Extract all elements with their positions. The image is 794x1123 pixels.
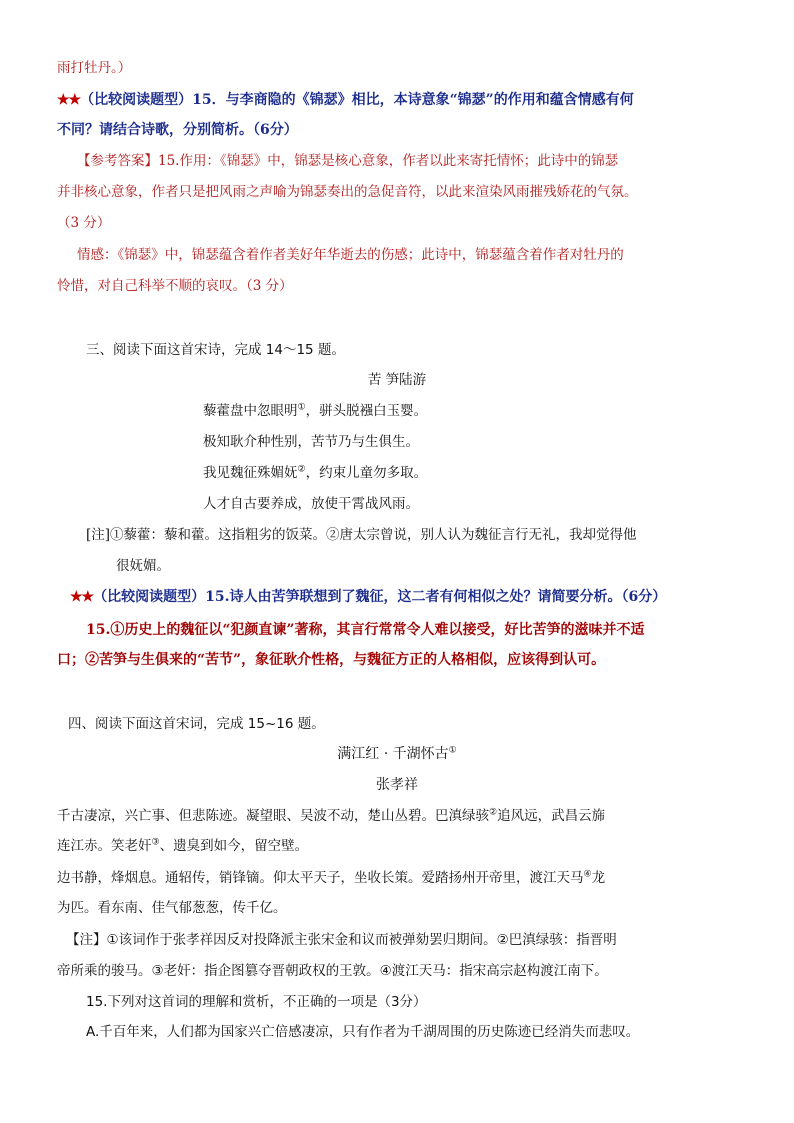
poem-note-line2: 很妩媚。 xyxy=(116,558,170,574)
footnote-mark: ② xyxy=(489,807,498,818)
ci-line1: 千古凄凉，兴亡事、但悲陈迹。凝望眼、吴波不动，楚山丛碧。巴滇绿骇②追风远，武昌云旆 xyxy=(57,807,606,824)
answer-line2: 并非核心意象，作者只是把风雨之声喻为锦瑟奏出的急促音符，以此来渲染风雨摧残娇花的气氛。 xyxy=(57,184,638,200)
question-15-line2: 不同？请结合诗歌，分别简析。（6分） xyxy=(57,122,298,138)
ci-note-line2: 帝所乘的骏马。③老奸：指企图篡夺晋朝政权的王敦。④渡江天马：指宋高宗赵构渡江南下。 xyxy=(57,963,608,979)
footnote-mark: ④ xyxy=(583,869,592,880)
answer-15b-line1: 15.①历史上的魏征以“犯颜直谏”著称，其言行常常令人难以接受，好比苦笋的滋味并不适 xyxy=(86,622,645,638)
poem-line1: 藜藿盘中忽眼明①，骈头脱襁白玉婴。 xyxy=(203,402,428,419)
poem-note-line1: [注]①藜藿：藜和藿。这指粗劣的饭菜。②唐太宗曾说，别人认为魏征言行无礼，我却觉得他 xyxy=(86,527,637,543)
option-a: A.千百年来，人们都为国家兴亡倍感凄凉，只有作者为千湖周围的历史陈迹已经消失而悲叹。 xyxy=(86,1024,640,1040)
ci-line3: 边书静，烽烟息。通轺传，销锋镝。仰太平天子，坐收长策。爱踏扬州开帝里，渡江天马④龙 xyxy=(57,869,606,886)
section-4-heading: 四、阅读下面这首宋词，完成 15~16 题。 xyxy=(68,716,325,732)
footnote-mark: ③ xyxy=(151,837,160,848)
ci-author: 张孝祥 xyxy=(376,777,418,793)
answer-line5: 怜惜，对自己科举不顺的哀叹。（3 分） xyxy=(57,278,293,294)
poem-line4: 人才自古要养成，放使干霄战风雨。 xyxy=(203,496,419,512)
ci-line4: 为匹。看东南、佳气郁葱葱，传千亿。 xyxy=(57,900,287,916)
answer-line4: 情感：《锦瑟》中，锦瑟蕴含着作者美好年华逝去的伤感；此诗中，锦瑟蕴含着作者对牡丹的 xyxy=(77,247,624,263)
ci-note-line1: 【注】①该词作于张孝祥因反对投降派主张宋金和议而被弹劾罢归期间。②巴滇绿骇：指晋明 xyxy=(66,932,617,948)
answer-line3: （3 分） xyxy=(57,215,111,231)
question-15b: ★★（比较阅读题型）15.诗人由苦笋联想到了魏征，这二者有何相似之处？请简要分析。（6分） xyxy=(70,589,667,605)
section-3-heading: 三、阅读下面这首宋诗，完成 14～15 题。 xyxy=(86,342,345,358)
difficulty-stars: ★★ xyxy=(57,92,81,108)
footnote-mark: ① xyxy=(297,402,306,413)
poem-title: 苦 笋陆游 xyxy=(367,372,427,388)
footnote-mark: ② xyxy=(297,464,306,475)
ci-line2: 连江赤。笑老奸③、遗臭到如今，留空壁。 xyxy=(57,837,309,854)
difficulty-stars: ★★ xyxy=(70,589,94,605)
prev-answer-tail: 雨打牡丹。） xyxy=(57,60,132,76)
question-15c: 15.下列对这首词的理解和赏析，不正确的一项是（3分） xyxy=(86,994,427,1010)
answer-line1: 【参考答案】15.作用：《锦瑟》中，锦瑟是核心意象，作者以此来寄托情怀；此诗中的锦瑟 xyxy=(77,153,619,169)
poem-line3: 我见魏征殊媚妩②，约束儿童勿多取。 xyxy=(203,464,428,481)
ci-title: 满江红 · 千湖怀古① xyxy=(337,745,457,762)
answer-15b-line2: 口；②苦笋与生俱来的“苦节”，象征耿介性格，与魏征方正的人格相似，应该得到认可。 xyxy=(57,652,606,668)
question-15-line1: ★★（比较阅读题型）15．与李商隐的《锦瑟》相比，本诗意象“锦瑟”的作用和蕴含情感有何 xyxy=(57,92,634,108)
answer-label: 【参考答案】 xyxy=(77,153,158,169)
poem-line2: 极知耿介种性别，苦节乃与生俱生。 xyxy=(203,434,419,450)
footnote-mark: ① xyxy=(448,745,457,756)
